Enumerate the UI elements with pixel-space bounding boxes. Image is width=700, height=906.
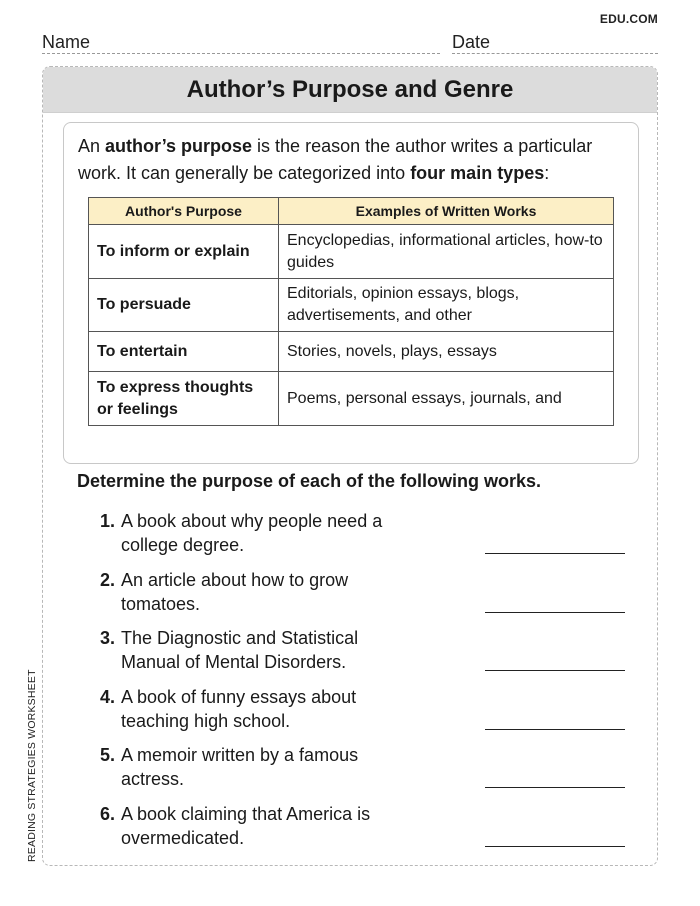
answer-blank[interactable]	[485, 787, 625, 788]
date-field[interactable]	[452, 32, 658, 54]
question-number: 2.	[99, 569, 115, 590]
table-cell-examples: Editorials, opinion essays, blogs, advertisements, and other	[279, 279, 614, 332]
table-cell-purpose: To persuade	[89, 279, 279, 332]
answer-blank[interactable]	[485, 553, 625, 554]
brand-text: EDU.COM	[599, 12, 658, 26]
question-item	[85, 568, 625, 627]
intro-bold-1: author’s purpose	[105, 136, 253, 156]
answer-blank[interactable]	[485, 670, 625, 671]
table-row	[89, 279, 614, 332]
table-header-examples: Examples of Written Works	[279, 198, 614, 225]
question-item	[85, 802, 625, 861]
question-item	[85, 626, 625, 685]
question-text: A book about why people need a college degree.	[121, 511, 383, 555]
purpose-table	[88, 197, 614, 426]
intro-text-3: :	[544, 163, 550, 183]
table-cell-purpose: To inform or explain	[89, 225, 279, 279]
question-item	[85, 509, 625, 568]
name-label: Name	[42, 32, 91, 52]
table-cell-examples: Poems, personal essays, journals, and	[279, 372, 614, 426]
question-number: 1.	[99, 511, 115, 531]
question-number: 4.	[99, 686, 115, 707]
worksheet-frame	[42, 66, 658, 866]
answer-blank[interactable]	[485, 729, 625, 730]
table-cell-purpose: To express thoughts or feelings	[89, 372, 279, 426]
info-box	[63, 122, 639, 464]
instruction-text: Determine the purpose of each of the following works.	[77, 471, 542, 491]
answer-blank[interactable]	[485, 846, 625, 847]
table-cell-examples: Encyclopedias, informational articles, how-to guides	[279, 225, 614, 279]
intro-text-2: is the reason the author writes a particular work. It can generally be categorized into	[78, 136, 593, 183]
question-list	[85, 509, 625, 860]
date-label: Date	[452, 32, 491, 52]
brand-logo	[600, 12, 658, 26]
name-field[interactable]	[42, 32, 440, 54]
question-item	[85, 743, 625, 802]
question-number: 5.	[99, 745, 115, 765]
table-cell-purpose: To entertain	[89, 332, 279, 372]
table-cell-examples: Stories, novels, plays, essays	[279, 332, 614, 372]
table-row	[89, 225, 614, 279]
page-title: Author’s Purpose and Genre	[43, 67, 657, 113]
question-number: 3.	[99, 628, 115, 648]
question-text: The Diagnostic and Statistical Manual of Mental Disorders.	[121, 628, 359, 672]
side-label: READING STRATEGIES WORKSHEET	[26, 669, 38, 862]
table-row	[89, 372, 614, 426]
question-text: A memoir written by a famous actress.	[121, 745, 359, 789]
table-header-row	[89, 198, 614, 225]
intro-paragraph	[78, 133, 624, 187]
question-text: A book of funny essays about teaching high school.	[121, 686, 357, 731]
intro-text-1: An	[78, 136, 106, 156]
question-text: A book claiming that America is overmedicated.	[121, 803, 371, 848]
answer-blank[interactable]	[485, 612, 625, 613]
question-item	[85, 685, 625, 744]
table-row	[89, 332, 614, 372]
question-number: 6.	[99, 803, 115, 824]
intro-bold-2: four main types	[410, 163, 545, 183]
table-header-purpose: Author's Purpose	[89, 198, 279, 225]
question-text: An article about how to grow tomatoes.	[121, 569, 349, 614]
name-date-row	[42, 32, 658, 54]
